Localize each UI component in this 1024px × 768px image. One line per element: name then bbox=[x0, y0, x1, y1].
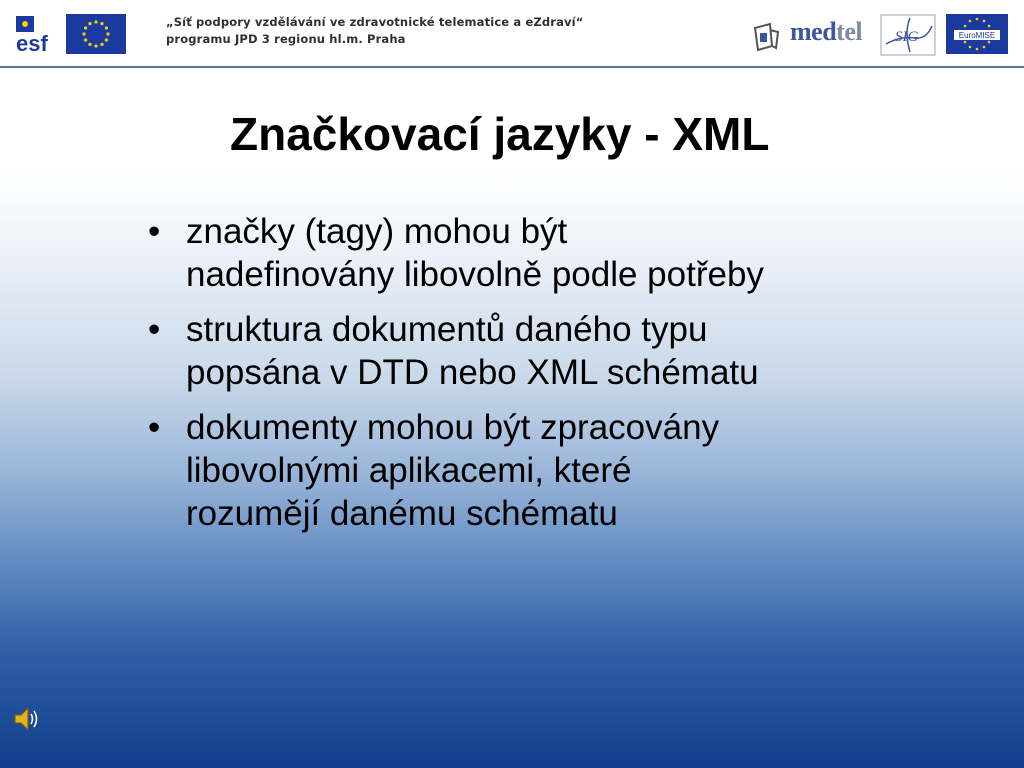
medtel-logo-tel: tel bbox=[836, 17, 863, 46]
esf-logo bbox=[14, 14, 62, 54]
euromise-logo bbox=[946, 14, 1008, 54]
bullet-dot: • bbox=[148, 212, 161, 251]
bullet-item bbox=[148, 308, 1008, 394]
bullet-line: značky (tagy) mohou být bbox=[186, 212, 568, 251]
eu-flag-icon bbox=[66, 14, 126, 54]
bullet-item bbox=[148, 406, 1008, 535]
bullet-list bbox=[148, 210, 1008, 547]
project-caption bbox=[166, 14, 583, 48]
slide-header bbox=[0, 0, 1024, 68]
bullet-line: popsána v DTD nebo XML schématu bbox=[186, 353, 759, 392]
sig-logo bbox=[880, 14, 936, 56]
medtel-logo-med: med bbox=[790, 17, 837, 46]
project-caption-line-2: programu JPD 3 regionu hl.m. Praha bbox=[166, 32, 406, 46]
bullet-dot: • bbox=[148, 408, 161, 447]
bullet-line: dokumenty mohou být zpracovány bbox=[186, 408, 720, 447]
esf-logo-text: esf bbox=[16, 31, 48, 54]
bullet-line: nadefinovány libovolně podle potřeby bbox=[186, 255, 764, 294]
bullet-dot: • bbox=[148, 310, 161, 349]
bullet-line: struktura dokumentů daného typu bbox=[186, 310, 708, 349]
project-caption-line-1: „Síť podpory vzdělávání ve zdravotnické telematice a eZdraví“ bbox=[166, 15, 584, 29]
slide-title: Značkovací jazyky - XML bbox=[230, 108, 770, 160]
sig-logo-text: SIG bbox=[895, 29, 919, 45]
bullet-line: libovolnými aplikacemi, které bbox=[186, 451, 632, 490]
speaker-icon[interactable] bbox=[11, 704, 41, 734]
medtel-logo bbox=[790, 17, 862, 47]
bullet-item bbox=[148, 210, 1008, 296]
medtel-icon bbox=[752, 22, 782, 54]
bullet-line: rozumějí danému schématu bbox=[186, 494, 618, 533]
euromise-logo-text: EuroMISE bbox=[958, 31, 996, 40]
